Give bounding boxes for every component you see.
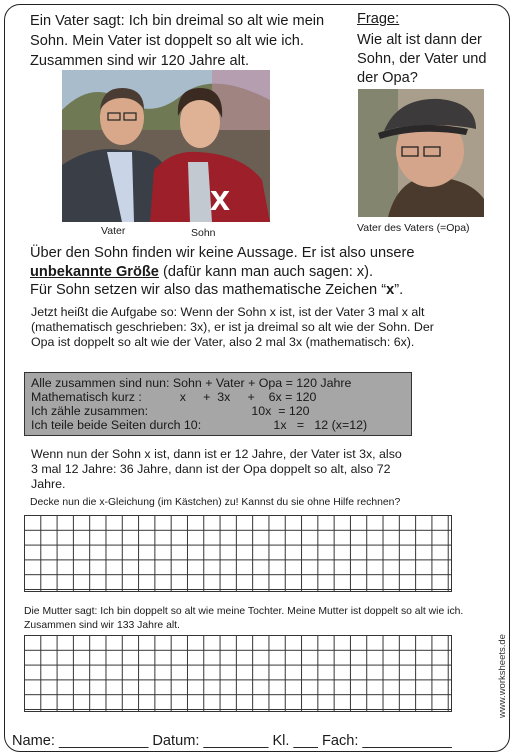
father-son-photo	[62, 70, 270, 222]
explanation-line-3-b: ”.	[394, 282, 404, 298]
intro-text: Ein Vater sagt: Ich bin dreimal so alt wie mein Sohn. Mein Vater ist doppelt so alt wie ich. Zusammen sind wir 120 Jahre alt.	[30, 13, 325, 69]
footer-fields[interactable]: Name: ___________ Datum: ________ Kl. ___ Fach: ___________	[12, 733, 452, 749]
exercise-1-instruction: Decke nun die x-Gleichung (im Kästchen) zu! Kannst du sie ohne Hilfe rechnen?	[30, 497, 401, 508]
equation-line-2: Mathematisch kurz : x + 3x + 6x = 120	[31, 390, 317, 404]
label-vater: Vater	[101, 225, 126, 237]
explanation-paragraph	[30, 244, 490, 300]
equation-line-3: Ich zähle zusammen: 10x = 120	[31, 404, 310, 418]
unknown-quantity-term: unbekannte Größe	[30, 263, 159, 280]
equation-box	[24, 372, 412, 436]
explanation-line-1: Über den Sohn finden wir keine Aussage. Er ist also unsere	[30, 245, 415, 261]
explanation-line-2	[30, 263, 490, 282]
grandfather-photo	[358, 89, 484, 217]
equation-line-4: Ich teile beide Seiten durch 10: 1x = 12 (x=12)	[31, 418, 368, 432]
label-sohn: Sohn	[191, 227, 216, 239]
exercise-2-text: Die Mutter sagt: Ich bin doppelt so alt wie meine Tochter. Meine Mutter ist doppelt so alt wie ich. Zusammen sind wir 133 Jahre alt.	[24, 606, 464, 631]
caption-opa: Vater des Vaters (=Opa)	[357, 222, 470, 234]
answer-grid-2[interactable]	[24, 635, 452, 712]
answer-grid-1[interactable]	[24, 515, 452, 592]
question-text: Wie alt ist dann der Sohn, der Vater und der Opa?	[357, 32, 487, 86]
unknown-x-mark: x	[210, 177, 231, 218]
question-title: Frage:	[357, 11, 400, 27]
father-son-illustration	[62, 70, 270, 222]
x-symbol: x	[386, 282, 395, 298]
solution-paragraph: Wenn nun der Sohn x ist, dann ist er 12 Jahre, der Vater ist 3x, also 3 mal 12 Jahre: 36 Jahre, dann ist der Opa doppelt so alt, also 72 Jahre.	[31, 447, 402, 492]
explanation-line-3-a: Für Sohn setzen wir also das mathematische Zeichen “	[30, 282, 387, 298]
explanation-line-2-rest: (dafür kann man auch sagen: x).	[158, 263, 374, 280]
explanation-line-3	[30, 281, 490, 300]
grandfather-illustration	[358, 89, 484, 217]
website-watermark: www.worksheets.de	[497, 634, 508, 718]
task-paragraph: Jetzt heißt die Aufgabe so: Wenn der Sohn x ist, ist der Vater 3 mal x alt (mathematisch geschrieben: 3x), er ist ja dreimal so alt wie der Sohn. Der Opa ist doppelt so alt wie der Vater, also 2 mal 3x (mathematisch: 6x).	[31, 305, 434, 350]
equation-line-1: Alle zusammen sind nun: Sohn + Vater + Opa = 120 Jahre	[31, 376, 352, 390]
